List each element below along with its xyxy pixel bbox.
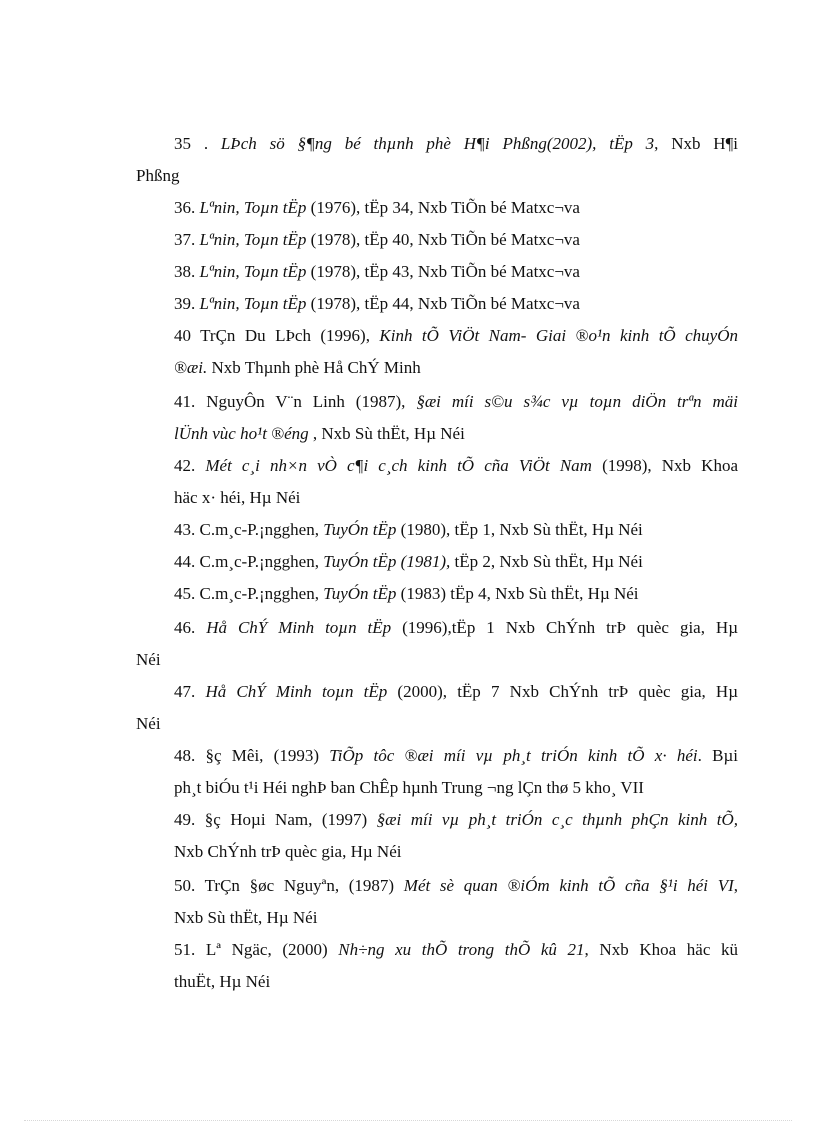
reference-49-cont: Nxb ChÝnh trÞ quèc gia, Hµ Néi [174,842,402,861]
ref-publisher: (1978), tËp 44, Nxb TiÕn bé Matxc¬va [306,294,580,313]
reference-37 [174,226,738,254]
ref-publisher: (1978), tËp 40, Nxb TiÕn bé Matxc¬va [306,230,580,249]
page-bottom-divider [24,1120,792,1121]
ref-publisher: . Bµi [697,746,738,765]
reference-42 [174,452,738,480]
ref-title: TuyÓn tËp (1981), [323,552,451,571]
reference-47 [174,678,738,706]
ref-publisher: tËp 2, Nxb Sù thËt, Hµ Néi [450,552,643,571]
reference-50 [174,872,738,900]
ref-number: 50. TrÇn §øc Nguyªn, (1987) [174,876,404,895]
ref-title: Hå ChÝ Minh toµn tËp [206,618,392,637]
ref-title: Mét sè quan ®iÓm kinh tÕ cña §¹i héi VI [403,876,734,895]
ref-number: 51. Lª Ngäc, (2000) [174,940,339,959]
reference-46 [174,614,738,642]
ref-publisher: (2000), tËp 7 Nxb ChÝnh trÞ quèc gia, Hµ [387,682,738,701]
reference-51-cont: thuËt, Hµ Néi [174,972,271,991]
reference-39 [174,290,738,318]
ref-publisher: (1978), tËp 43, Nxb TiÕn bé Matxc¬va [306,262,580,281]
ref-title: Kinh tÕ ViÖt Nam- Giai ®o¹n kinh tÕ chuyÓn [379,326,738,345]
ref-number: 48. §ç Mêi, (1993) [174,746,330,765]
reference-51 [174,936,738,964]
ref-title: TuyÓn tËp [323,520,397,539]
ref-number: 44. C.m¸c-P.¡ngghen, [174,552,324,571]
ref-number: 36. [174,198,200,217]
ref-number: 37. [174,230,200,249]
reference-50-cont: Nxb Sù thËt, Hµ Néi [174,908,318,927]
reference-49 [174,806,738,834]
ref-title: Lªnin, Toµn tËp [199,294,307,313]
reference-44 [174,548,738,576]
ref-publisher: , Nxb Sù thËt, Hµ Néi [308,424,465,443]
ref-publisher: , Nxb H¶i [654,134,738,153]
ref-publisher: (1983) tËp 4, Nxb Sù thËt, Hµ Néi [396,584,639,603]
reference-40-cont [174,354,738,382]
ref-title: TiÕp tôc ®æi míi vµ ph¸t triÓn kinh tÕ x· héi [329,746,698,765]
reference-48-cont: ph¸t biÓu t¹i Héi nghÞ ban ChÊp hµnh Trung ¬ng lÇn thø 5 kho¸ VII [174,778,644,797]
ref-number: 40 TrÇn Du LÞch (1996), [174,326,380,345]
ref-publisher: , Nxb Khoa häc kü [584,940,739,959]
ref-title: TuyÓn tËp [323,584,397,603]
reference-36 [174,194,738,222]
ref-publisher: , [733,876,738,895]
ref-title: Lªnin, Toµn tËp [199,262,307,281]
reference-40 [174,322,738,350]
ref-title: Lªnin, Toµn tËp [199,198,307,217]
ref-title: Lªnin, Toµn tËp [199,230,307,249]
reference-35-cont: Phßng [136,166,180,185]
reference-38 [174,258,738,286]
ref-title: Nh÷ng xu thÕ trong thÕ kû 21 [338,940,585,959]
ref-title: LÞch sö §¶ng bé thµnh phè H¶i Phßng(2002), tËp 3 [220,134,655,153]
ref-number: 42. [174,456,206,475]
ref-number: 47. [174,682,206,701]
ref-number: 43. C.m¸c-P.¡ngghen, [174,520,324,539]
ref-publisher: (1976), tËp 34, Nxb TiÕn bé Matxc¬va [306,198,580,217]
reference-45 [174,580,738,608]
reference-41-cont [174,420,738,448]
ref-title-cont: lÜnh vùc ho¹t ®éng [174,424,309,443]
reference-43 [174,516,738,544]
reference-48 [174,742,738,770]
ref-publisher: (1980), tËp 1, Nxb Sù thËt, Hµ Néi [396,520,643,539]
ref-title-cont: ®æi. [174,358,208,377]
ref-number: 35 . [174,134,221,153]
ref-title: Hå ChÝ Minh toµn tËp [205,682,388,701]
reference-42-cont: häc x· héi, Hµ Néi [174,488,301,507]
ref-number: 39. [174,294,200,313]
ref-publisher: (1998), Nxb Khoa [591,456,738,475]
ref-title: §æi míi vµ ph¸t triÓn c¸c thµnh phÇn kinh tÕ, [376,810,738,829]
ref-number: 49. §ç Hoµi Nam, (1997) [174,810,377,829]
ref-number: 46. [174,618,207,637]
reference-41 [174,388,738,416]
ref-number: 45. C.m¸c-P.¡ngghen, [174,584,324,603]
ref-publisher: (1996),tËp 1 Nxb ChÝnh trÞ quèc gia, Hµ [391,618,738,637]
ref-title: §æi míi s©u s¾c vµ toµn diÖn trªn mäi [416,392,738,411]
ref-number: 38. [174,262,200,281]
reference-47-cont: Néi [136,714,161,733]
reference-46-cont: Néi [136,650,161,669]
reference-35 [174,130,738,158]
ref-title: Mét c¸i nh×n vÒ c¶i c¸ch kinh tÕ cña ViÖt Nam [205,456,592,475]
ref-publisher: Nxb Thµnh phè Hå ChÝ Minh [207,358,421,377]
ref-number: 41. NguyÔn V¨n Linh (1987), [174,392,417,411]
